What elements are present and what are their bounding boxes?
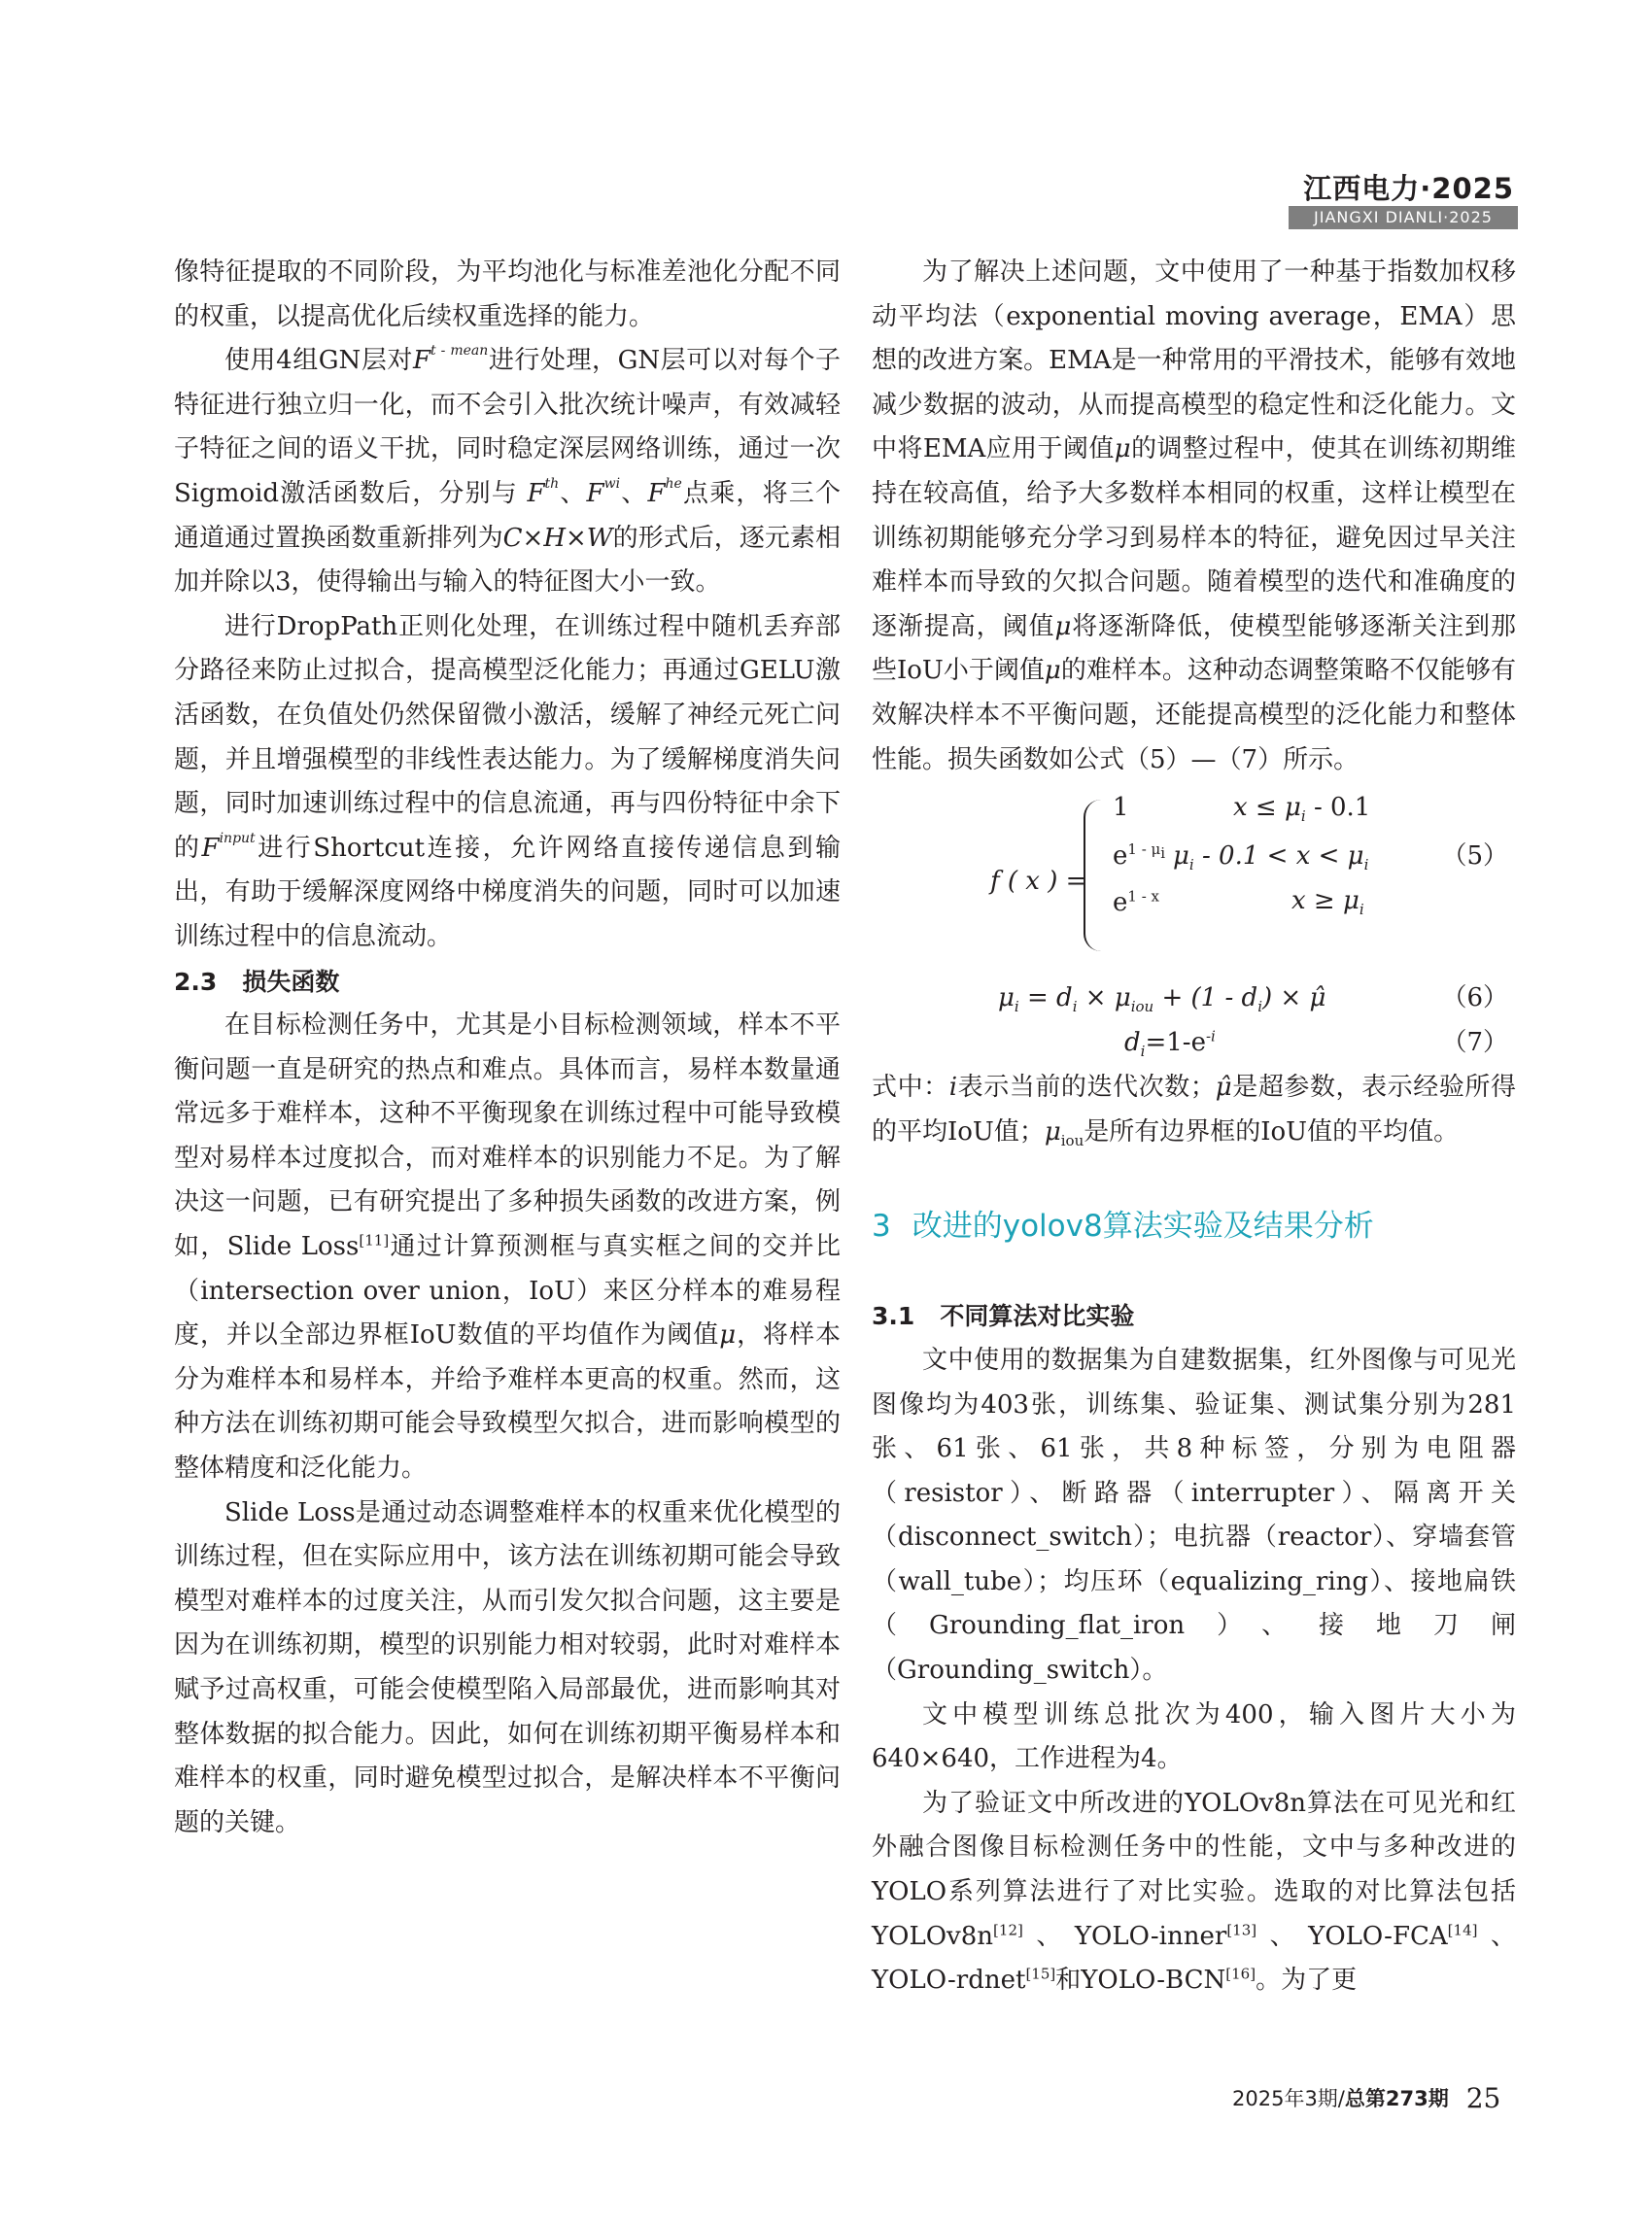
paragraph: 像特征提取的不同阶段，为平均池化与标准差池化分配不同的权重，以提高优化后续权重选择的能力。 — [174, 257, 841, 331]
right-column — [872, 251, 1516, 2003]
journal-title: 江西电力·2025 — [1303, 172, 1514, 205]
citation: [12] — [993, 1920, 1023, 1938]
section-heading-2-3: 2.3 损失函数 — [174, 967, 340, 996]
left-column — [174, 251, 841, 1845]
equation-brace — [1084, 800, 1103, 951]
equation-5: f ( x ) = 1 $x \le \mu_i - 0.1$ $e^{1 - \mu_i}$ $\mu_i - 0.1 < x < \mu_i$ $e^{1 - x}$ $x \ge \mu_i$ （5） — [872, 786, 1516, 971]
paragraph: 为了解决上述问题，文中使用了一种基于指数加权移动平均法（exponential moving average，EMA）思想的改进方案。EMA是一种常用的平滑技术，能够有效地减少数据的波动，从而提高模型的稳定性和泛化能力。文中将EMA应用于阈值μ的调整过程中，使其在训练初期维持在较高值，给予大多数样本相同的权重，这样让模型在训练初期能够充分学习到易样本的特征，避免因过早关注难样本而导致的欠拟合问题。随着模型的迭代和准确度的逐渐提高，阈值μ将逐渐降低，使模型能够逐渐关注到那些IoU小于阈值μ的难样本。这种动态调整策略不仅能够有效解决样本不平衡问题，还能提高模型的泛化能力和整体性能。损失函数如公式（5）—（7）所示。 — [872, 257, 1516, 774]
section-heading-3: 3 改进的yolov8算法实验及结果分析 — [872, 1209, 1374, 1245]
paragraph: 使用4组GN层对$F^{t - mean}$进行处理，GN层可以对每个子特征进行独立归一化，而不会引入批次统计噪声，有效减轻子特征之间的语义干扰，同时稳定深层网络训练，通过一次Sigmoid激活函数后，分别与 $F^{th}$、$F^{wi}$、$F^{he}$点乘，将三个通道通过置换函数重新排列为C×H×W的形式后，逐元素相加并除以3，使得输出与输入的特征图大小一致。 — [174, 343, 841, 598]
total-issue-label: 总第273期 — [1344, 2087, 1449, 2110]
paragraph: 文中模型训练总批次为400，输入图片大小为640×640，工作进程为4。 — [872, 1699, 1516, 1774]
issue-label: 2025年3期/ — [1232, 2087, 1345, 2110]
citation: [16] — [1225, 1965, 1256, 1983]
citation: [13] — [1226, 1920, 1257, 1938]
paragraph: 式中：i表示当前的迭代次数；μ̂是超参数，表示经验所得的平均IoU值；$\mu_{iou}$是所有边界框的IoU值的平均值。 — [872, 1073, 1516, 1149]
page-number: 25 — [1465, 2082, 1501, 2114]
paragraph: Slide Loss是通过动态调整难样本的权重来优化模型的训练过程，但在实际应用中，该方法在训练初期可能会导致模型对难样本的过度关注，从而引发欠拟合问题，这主要是因为在训练初期，模型的识别能力相对较弱，此时对难样本赋予过高权重，可能会使模型陷入局部最优，进而影响其对整体数据的拟合能力。因此，如何在训练初期平衡易样本和难样本的权重，同时避免模型过拟合，是解决样本不平衡问题的关键。 — [174, 1497, 841, 1837]
citation: [11] — [359, 1231, 390, 1250]
page-footer — [1232, 2082, 1500, 2114]
citation: [15] — [1025, 1965, 1056, 1983]
paragraph: 为了验证文中所改进的YOLOv8n算法在可见光和红外融合图像目标检测任务中的性能，文中与多种改进的YOLO系列算法进行了对比实验。选取的对比算法包括YOLOv8n[12]、YOLO-inner[13]、YOLO-FCA[14]、YOLO-rdnet[15]和YOLO-BCN[16]。为了更 — [872, 1788, 1516, 1996]
paragraph: 进行DropPath正则化处理，在训练过程中随机丢弃部分路径来防止过拟合，提高模型泛化能力；再通过GELU激活函数，在负值处仍然保留微小激活，缓解了神经元死亡问题，并且增强模型的非线性表达能力。为了缓解梯度消失问题，同时加速训练过程中的信息流通，再与四份特征中余下的$F^{input}$进行Shortcut连接，允许网络直接传递信息到输出，有助于缓解深度网络中梯度消失的问题，同时可以加速训练过程中的信息流动。 — [174, 611, 841, 951]
citation: [14] — [1447, 1920, 1478, 1938]
paragraph: 文中使用的数据集为自建数据集，红外图像与可见光图像均为403张，训练集、验证集、测试集分别为281张、61张、61张，共8种标签，分别为电阻器（resistor）、断路器（interrupter）、隔离开关（disconnect_switch）；电抗器（reactor）、穿墙套管（wall_tube）；均压环（equalizing_ring）、接地扁铁（Grounding_flat_iron）、接地刀闸（Grounding_switch）。 — [872, 1345, 1516, 1686]
paragraph: 在目标检测任务中，尤其是小目标检测领域，样本不平衡问题一直是研究的热点和难点。具体而言，易样本数量通常远多于难样本，这种不平衡现象在训练过程中可能导致模型对易样本过度拟合，而对难样本的识别能力不足。为了解决这一问题，已有研究提出了多种损失函数的改进方案，例如，Slide Loss[11]通过计算预测框与真实框之间的交并比（intersection over union，IoU）来区分样本的难易程度，并以全部边界框IoU数值的平均值作为阈值μ，将样本分为难样本和易样本，并给予难样本更高的权重。然而，这种方法在训练初期可能会导致模型欠拟合，进而影响模型的整体精度和泛化能力。 — [174, 1010, 841, 1484]
equation-7: $d_i=1-e^{-i}$ （7） — [1124, 1027, 1508, 1061]
section-heading-3-1: 3.1 不同算法对比实验 — [872, 1302, 1135, 1331]
equation-6: $\mu_i = d_i \times \mu_{iou} + (1 - d_i)$ × μ̂ （6） — [998, 983, 1508, 1016]
journal-subtitle: JIANGXI DIANLI·2025 — [1289, 206, 1518, 229]
